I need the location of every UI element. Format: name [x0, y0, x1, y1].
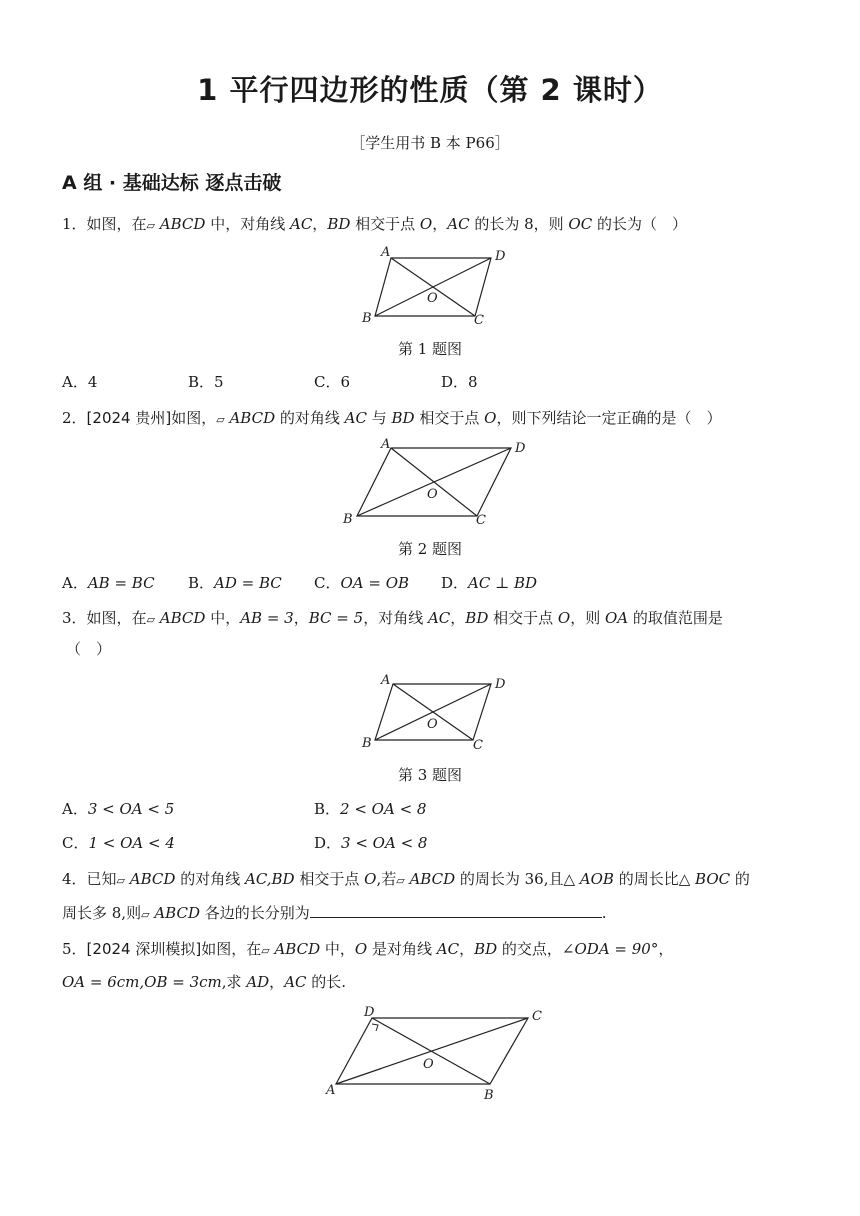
figure-3-label-c: C	[473, 738, 483, 753]
figure-5-label-o: O	[423, 1057, 434, 1072]
figure-1-caption: 第 1 题图	[397, 340, 463, 358]
figure-3-label-a: A	[381, 673, 391, 688]
figure-3-parallelogram	[355, 668, 515, 754]
figure-1-label-b: B	[362, 311, 372, 326]
figure-2-label-d: D	[515, 441, 526, 456]
q1-option-b: B．5	[188, 373, 224, 391]
q3-option-b: B．2 < OA < 8	[314, 800, 427, 818]
parallelogram-symbol: ▱	[216, 413, 225, 426]
page-title: 1 平行四边形的性质（第 2 课时）	[197, 73, 663, 107]
figure-5-diagonal-bd	[372, 1018, 490, 1084]
question-1-text: 1．如图，在▱ ABCD 中，对角线 AC，BD 相交于点 O，AC 的长为 8，则 OC 的长为（ ）	[62, 215, 687, 233]
q3-option-a: A．3 < OA < 5	[62, 800, 175, 818]
q3-option-c: C．1 < OA < 4	[62, 834, 175, 852]
figure-3-caption: 第 3 题图	[397, 766, 463, 784]
parallelogram-symbol: ▱	[116, 874, 126, 887]
figure-5-label-b: B	[484, 1088, 494, 1103]
source-tag: [2024 贵州]	[86, 409, 172, 427]
question-4-text-line-2: 周长多 8,则▱ ABCD 各边的长分别为 .	[62, 904, 607, 922]
q1-option-a: A．4	[62, 373, 98, 391]
figure-3-label-o: O	[427, 717, 438, 732]
figure-1-label-c: C	[474, 313, 484, 328]
figure-2-diagonal-bd	[357, 448, 511, 516]
q3-option-d: D．3 < OA < 8	[314, 834, 428, 852]
question-2-text: 2．[2024 贵州]如图，▱ ABCD 的对角线 AC 与 BD 相交于点 O，则下列结论一定正确的是（ ）	[62, 409, 722, 427]
q2-option-a: A．AB = BC	[62, 574, 155, 592]
figure-5-label-a: A	[326, 1083, 336, 1098]
right-angle-mark	[372, 1024, 378, 1031]
figure-5-parallelogram	[320, 1002, 550, 1106]
question-3-answer-paren: （ ）	[66, 640, 112, 658]
question-4-text-line-1: 4．已知▱ ABCD 的对角线 AC,BD 相交于点 O,若▱ ABCD 的周长为 36,且△ AOB 的周长比△ BOC 的	[62, 870, 750, 888]
figure-3-label-d: D	[495, 677, 506, 692]
figure-1-diagonal-bd	[375, 258, 491, 316]
page-subtitle: ［学生用书 B 本 P66］	[350, 134, 510, 152]
figure-1-parallelogram	[355, 242, 515, 330]
parallelogram-symbol: ▱	[141, 908, 150, 921]
q1-option-d: D．8	[441, 373, 478, 391]
q2-option-c: C．OA = OB	[314, 574, 410, 592]
parallelogram-symbol: ▱	[146, 613, 156, 626]
figure-2-label-a: A	[381, 437, 391, 452]
question-3-text: 3．如图，在▱ ABCD 中，AB = 3，BC = 5，对角线 AC，BD 相交于点 O，则 OA 的取值范围是	[62, 609, 723, 627]
parallelogram-symbol: ▱	[261, 944, 270, 957]
figure-1-label-o: O	[427, 291, 438, 306]
question-5-text-line-1: 5．[2024 深圳模拟]如图，在▱ ABCD 中，O 是对角线 AC，BD 的交点，∠ODA = 90°，	[62, 940, 674, 958]
q2-option-d: D．AC ⊥ BD	[441, 574, 538, 592]
figure-5-label-d: D	[364, 1005, 375, 1020]
figure-2-label-c: C	[476, 513, 486, 528]
figure-5-label-c: C	[532, 1009, 542, 1024]
q1-option-c: C．6	[314, 373, 351, 391]
figure-1-label-a: A	[381, 245, 391, 260]
parallelogram-symbol: ▱	[396, 874, 405, 887]
question-5-text-line-2: OA = 6cm,OB = 3cm,求 AD，AC 的长.	[62, 973, 347, 991]
figure-1-label-d: D	[495, 249, 506, 264]
figure-2-label-b: B	[343, 512, 353, 527]
figure-2-parallelogram	[335, 434, 535, 530]
figure-2-label-o: O	[427, 487, 438, 502]
section-heading: A 组 · 基础达标 逐点击破	[62, 172, 282, 194]
answer-blank[interactable]	[310, 903, 602, 918]
source-tag: [2024 深圳模拟]	[86, 940, 202, 958]
q2-option-b: B．AD = BC	[188, 574, 282, 592]
parallelogram-symbol: ▱	[146, 219, 156, 232]
figure-3-label-b: B	[362, 736, 372, 751]
figure-2-caption: 第 2 题图	[397, 540, 463, 558]
